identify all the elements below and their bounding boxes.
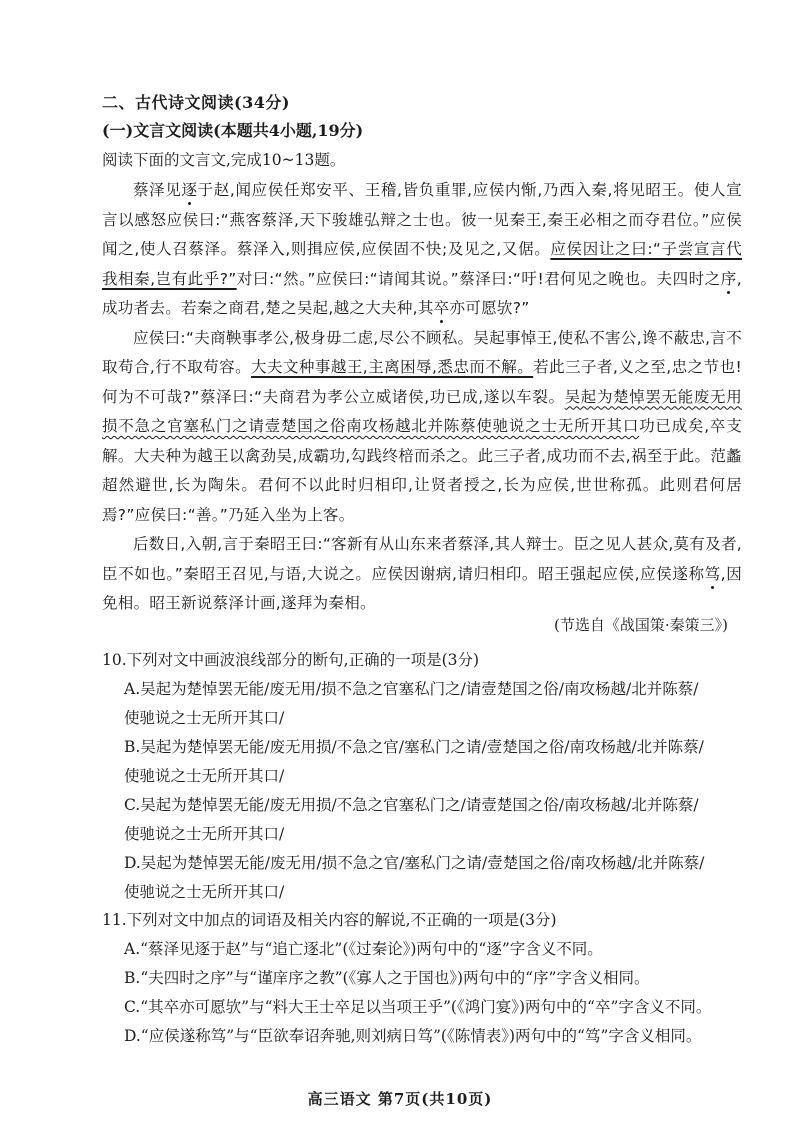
- option-c[interactable]: [124, 791, 742, 849]
- passage-text: 亦可愿欤?”: [449, 299, 530, 317]
- passage-text: ,成功者去。若秦之商君,楚之吴起,越之大夫种,其: [102, 269, 742, 317]
- passage-paragraph-2: [102, 324, 742, 531]
- subsection-title: (一)文言文阅读(本题共4小题,19分): [102, 121, 364, 140]
- passage-text: 对曰:“然。”应侯曰:“请闻其说。”蔡泽曰:“吁!君何见之晚也。夫四时之: [236, 269, 721, 288]
- option-a[interactable]: A.“蔡泽见逐于赵”与“追亡逐北”(《过秦论》)两句中的“逐”字含义不同。: [124, 940, 603, 958]
- question-10: [102, 646, 742, 907]
- dotted-word-xu: 序: [720, 269, 737, 288]
- passage-text: 后数日,入朝,言于秦昭王曰:“客新有从山东来者蔡泽,其人辩士。臣之见人甚众,莫有及者,臣不如也。”秦昭王召见,与语,大说之。应侯因谢病,请归相印。昭王强起应侯,应侯遂称: [102, 535, 742, 583]
- dotted-word-zhu: 逐: [181, 181, 198, 199]
- passage-text: ,因免相。昭王新说蔡泽计画,遂拜为秦相。: [102, 564, 742, 612]
- option-d[interactable]: D.“应侯遂称笃”与“臣欲奉诏奔驰,则刘病日笃”(《陈情表》)两句中的“笃”字含义相同。: [124, 1027, 702, 1045]
- option-text: D.吴起为楚悼罢无能/废无用/损不急之官/塞私门之请/壹楚国之俗/南攻杨越/北并陈蔡/: [124, 854, 705, 872]
- option-c[interactable]: C.“其卒亦可愿欤”与“料大王士卒足以当项王乎”(《鸿门宴》)两句中的“卒”字含义不同。: [124, 998, 712, 1016]
- option-d[interactable]: [124, 849, 742, 907]
- question-11: [102, 906, 742, 1051]
- option-text: C.吴起为楚悼罢无能/废无用损/不急之官塞私门之/请壹楚国之俗/南攻杨越/北并陈蔡/: [124, 796, 699, 814]
- section-title: 二、古代诗文阅读(34分): [102, 93, 290, 112]
- passage-paragraph-3: [102, 530, 742, 619]
- option-text-continued: 使驰说之士无所开其口/: [124, 767, 285, 785]
- option-text: A.吴起为楚悼罢无能/废无用/损不急之官塞私门之/请壹楚国之俗/南攻杨越/北并陈蔡/: [124, 680, 699, 698]
- option-text: B.吴起为楚悼罢无能/废无用损/不急之官/塞私门之请/壹楚国之俗/南攻杨越/北并陈蔡/: [124, 738, 704, 756]
- passage-text: 蔡泽见: [133, 181, 182, 199]
- question-options: [102, 935, 742, 1051]
- option-text-continued: 使驰说之士无所开其口/: [124, 709, 285, 727]
- underlined-sentence: 应侯因让之曰:“子尝宣言代我相秦,岂有此乎?”: [102, 240, 743, 288]
- question-options: [102, 675, 742, 907]
- option-text-continued: 使驰说之士无所开其口/: [124, 825, 285, 843]
- instruction-text: 阅读下面的文言文,完成10~13题。: [102, 151, 346, 169]
- question-stem: 10.下列对文中画波浪线部分的断句,正确的一项是(3分): [102, 651, 480, 669]
- option-b[interactable]: B.“夫四时之序”与“谨庠序之教”(《寡人之于国也》)两句中的“序”字含义相同。: [124, 969, 650, 987]
- dotted-word-zu: 卒: [433, 299, 450, 317]
- wavy-underlined-sentence: 吴起为楚悼罢无能废无用损不急之官塞私门之请壹楚国之俗南攻杨越北并陈蔡使驰说之士无所开其口: [102, 387, 742, 435]
- passage-text: 功已成矣,卒支解。大夫种为越王以禽劲吴,成霸功,勾践终棓而杀之。此三子者,成功而不去,祸至于此。范蠡超然避世,长为陶朱。君何不以此时归相印,让贤者授之,长为应侯,世世称孤。此则君何居焉?”应侯曰:“善。”乃延入坐为上客。: [102, 417, 742, 524]
- passage-source: (节选自《战国策·秦策三》): [554, 616, 728, 634]
- option-text-continued: 使驰说之士无所开其口/: [124, 883, 285, 901]
- passage-paragraph-1: [102, 176, 742, 324]
- question-stem: 11.下列对文中加点的词语及相关内容的解说,不正确的一项是(3分): [102, 911, 557, 929]
- passage-text: 应侯曰:“夫商鞅事孝公,极身毋二虑,尽公不顾私。吴起事悼王,使私不害公,谗不蔽忠,言不取苟合,行不取苟容。: [102, 328, 742, 376]
- option-a[interactable]: [124, 675, 742, 733]
- page-footer: 高三语文 第7页(共10页): [307, 1090, 493, 1108]
- underlined-sentence: 大夫文种事越王,主离困辱,悉忠而不解。: [251, 358, 534, 376]
- option-b[interactable]: [124, 733, 742, 791]
- passage-text: 若此三子者,义之至,忠之节也!何为不可哉?”蔡泽曰:“夫商君为孝公立威诸侯,功已成,遂以车裂。: [102, 358, 742, 406]
- classical-passage: [102, 176, 742, 619]
- dotted-word-du: 笃: [704, 564, 721, 583]
- passage-text: 于赵,闻应侯任郑安平、王稽,皆负重罪,应侯内惭,乃西入秦,将见昭王。使人宣言以感怒应侯曰:“燕客蔡泽,天下骏雄弘辩之士也。彼一见秦王,秦王必相之而夺君位。”应侯闻之,使人召蔡泽。蔡泽入,则揖应侯,应侯固不快;及见之,又倨。: [102, 181, 742, 258]
